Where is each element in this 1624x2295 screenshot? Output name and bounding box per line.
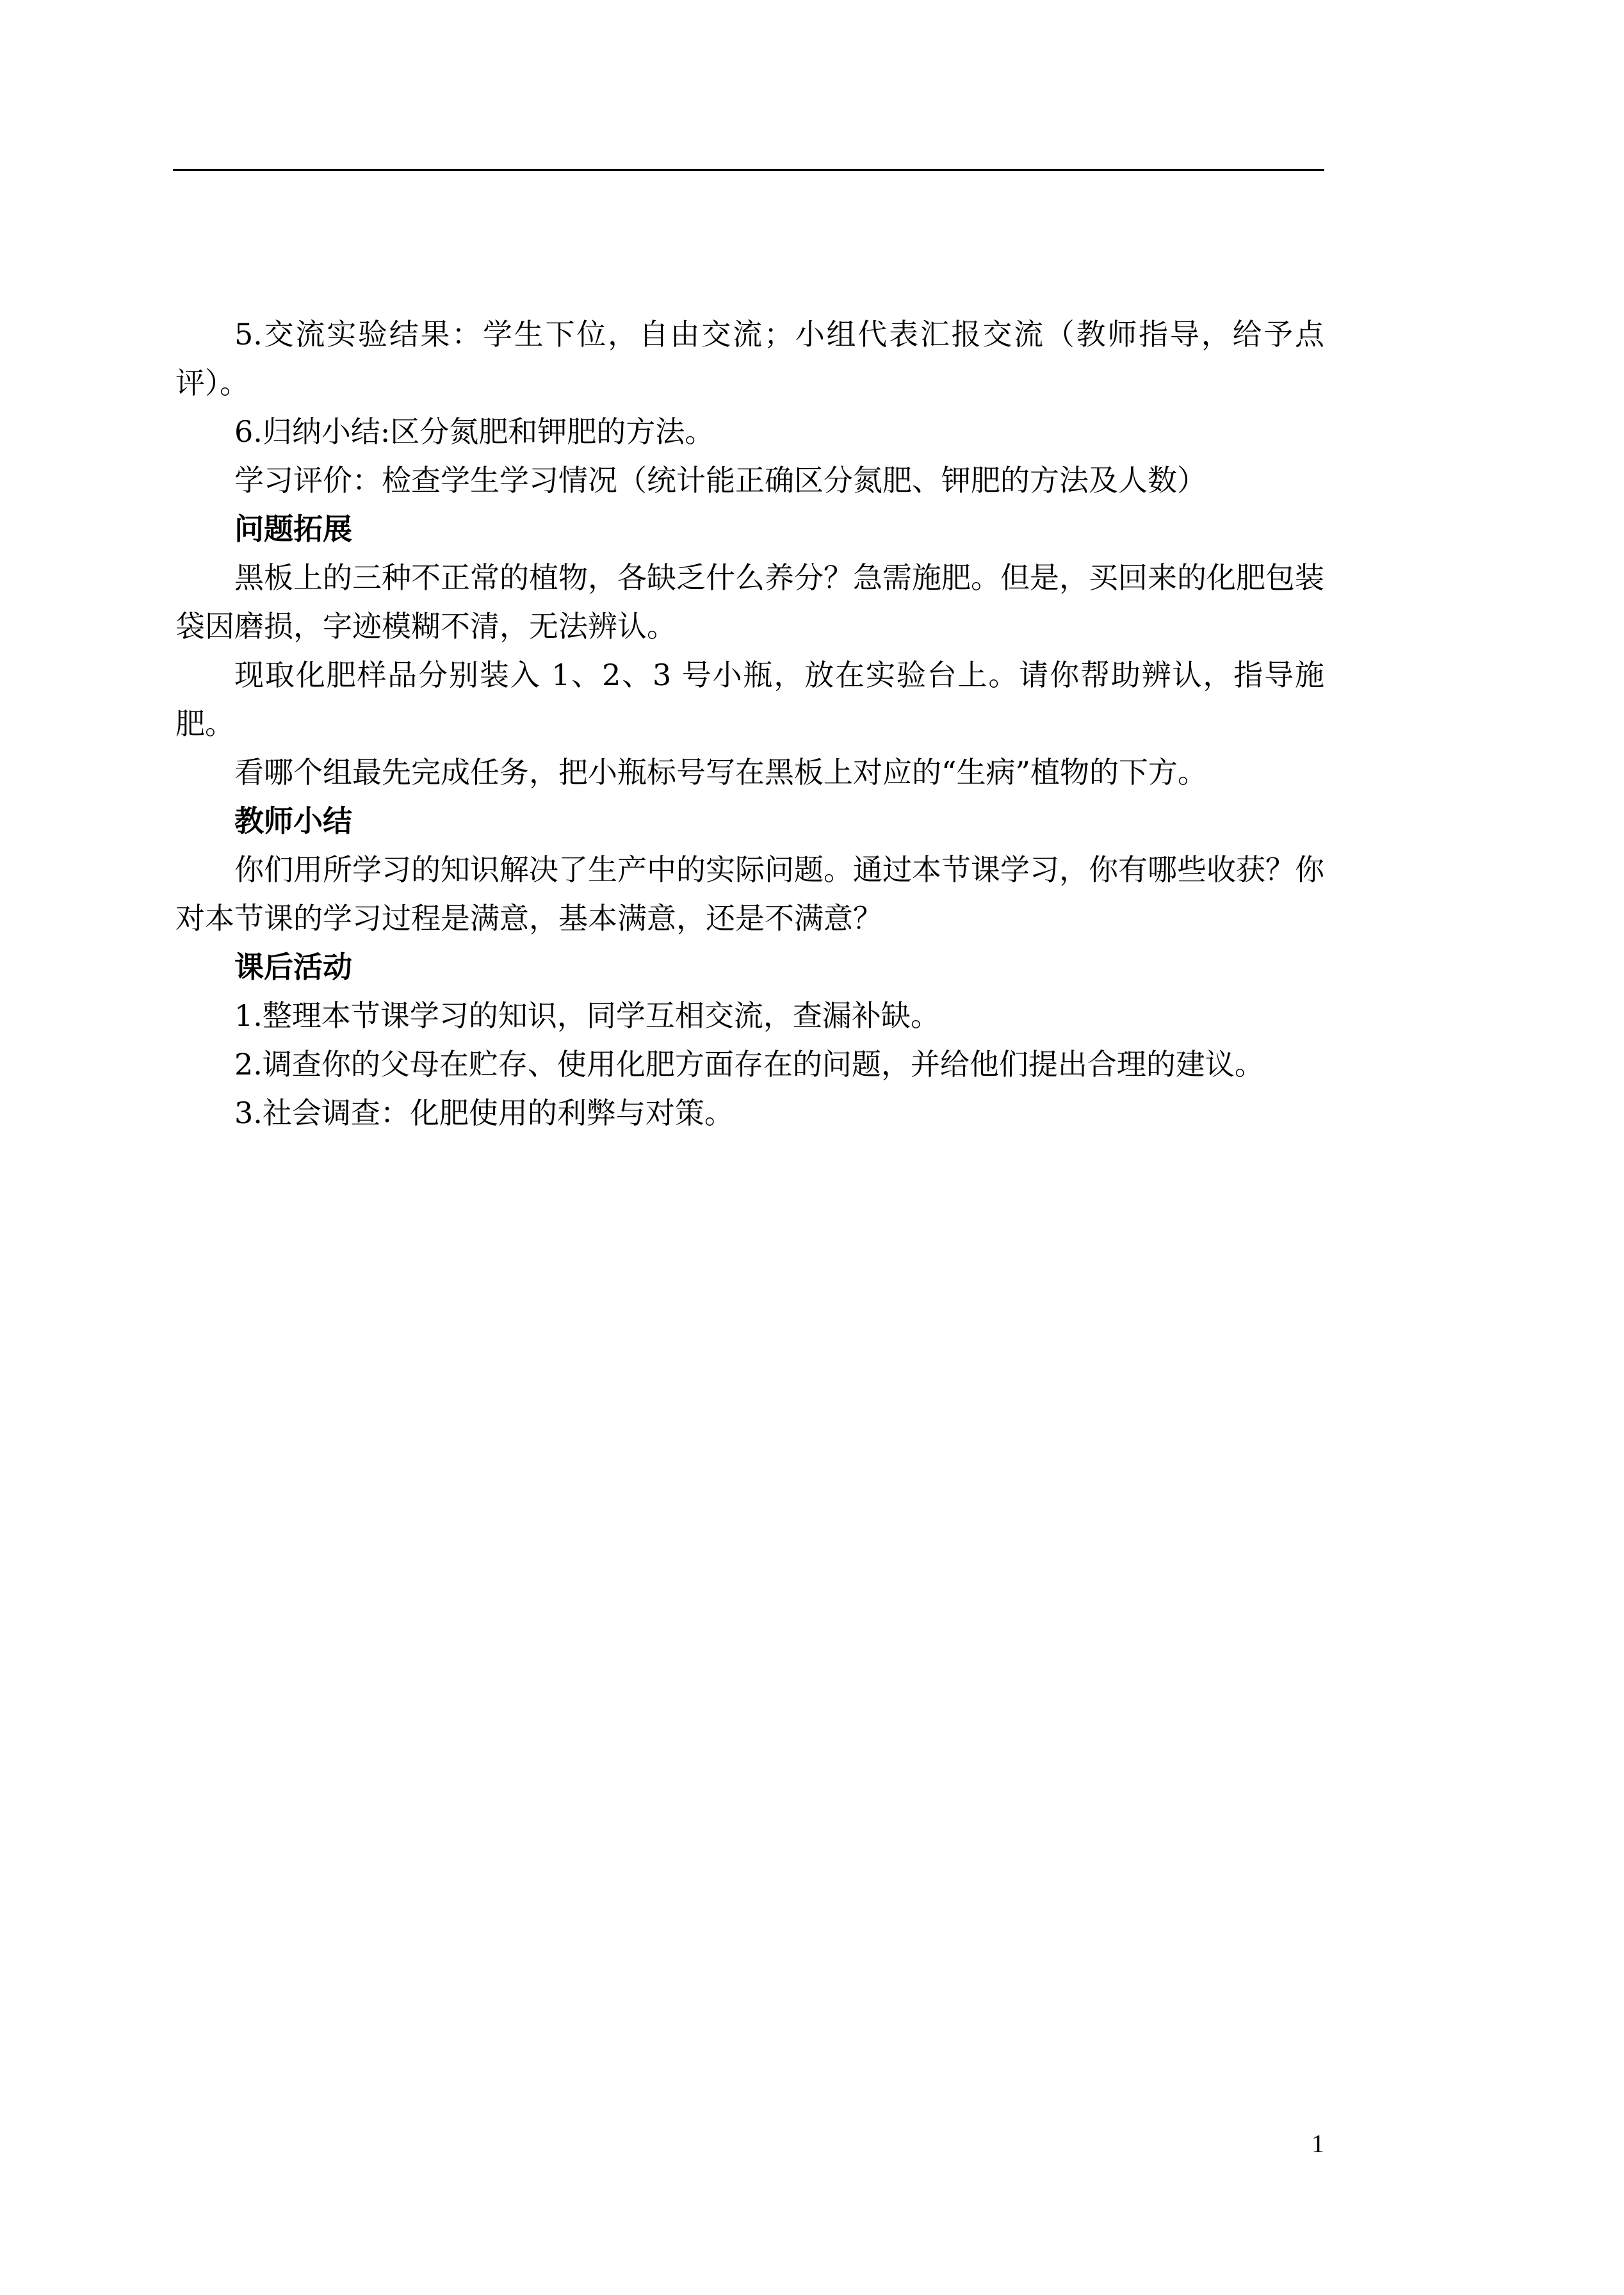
paragraph-activity-2: 2.调查你的父母在贮存、使用化肥方面存在的问题，并给他们提出合理的建议。	[234, 1047, 1264, 1082]
document-body	[175, 310, 1324, 1137]
paragraph-exchange-results: 5.交流实验结果：学生下位，自由交流；小组代表汇报交流（教师指导，给予点评）。	[175, 317, 1324, 400]
heading-problem-extension: 问题拓展	[234, 512, 352, 546]
paragraph-group-task: 看哪个组最先完成任务，把小瓶标号写在黑板上对应的“生病”植物的下方。	[234, 755, 1208, 790]
paragraph-teacher-summary: 你们用所学习的知识解决了生产中的实际问题。通过本节课学习，你有哪些收获？你对本节课的学习过程是满意，基本满意，还是不满意？	[175, 852, 1324, 936]
heading-after-class: 课后活动	[234, 950, 352, 984]
heading-teacher-summary: 教师小结	[234, 804, 352, 838]
paragraph-samples: 现取化肥样品分别装入 1、2、3 号小瓶，放在实验台上。请你帮助辨认，指导施肥。	[175, 658, 1324, 741]
page-number: 1	[1311, 2129, 1324, 2158]
paragraph-activity-1: 1.整理本节课学习的知识，同学互相交流，查漏补缺。	[234, 998, 940, 1033]
paragraph-blackboard-plants: 黑板上的三种不正常的植物，各缺乏什么养分？急需施肥。但是，买回来的化肥包装袋因磨损，字迹模糊不清，无法辨认。	[175, 560, 1324, 644]
paragraph-evaluation: 学习评价：检查学生学习情况（统计能正确区分氮肥、钾肥的方法及人数）	[234, 463, 1206, 498]
header-rule	[173, 169, 1324, 171]
paragraph-summary: 6.归纳小结:区分氮肥和钾肥的方法。	[234, 414, 715, 449]
paragraph-activity-3: 3.社会调查：化肥使用的利弊与对策。	[234, 1096, 734, 1130]
